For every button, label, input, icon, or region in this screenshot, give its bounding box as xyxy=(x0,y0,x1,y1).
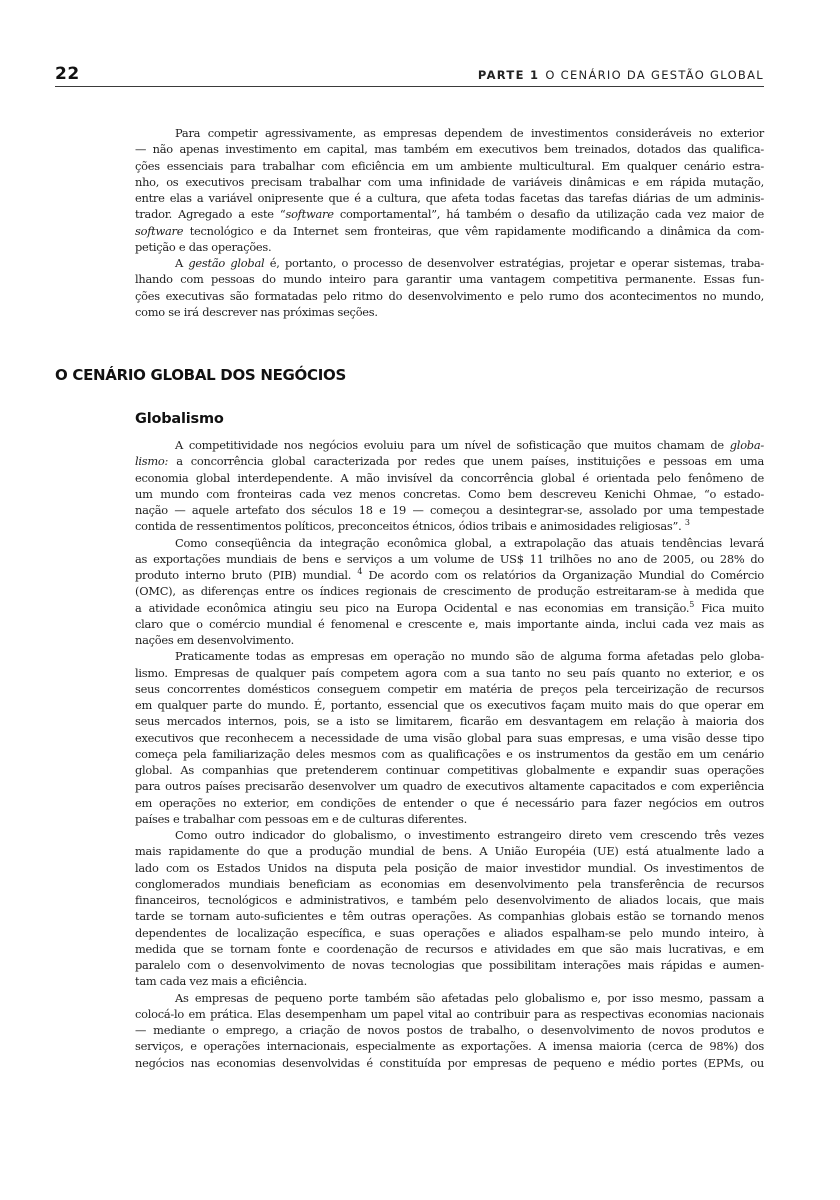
text-line: negócios nas economias desenvolvidas é constituída por empresas de pequeno e médio portes (EPMs, ou xyxy=(135,1055,764,1070)
text-line: Como conseqüência da integração econômica global, a extrapolação das atuais tendências levará xyxy=(175,535,764,550)
text-line: trador. Agregado a este “software comportamental”, há também o desafio da utilização cada vez maior de xyxy=(135,207,764,222)
text-line: as exportações mundiais de bens e serviços a um volume de US$ 11 trilhões no ano de 2005, ou 28% do xyxy=(135,551,764,566)
text-line: Praticamente todas as empresas em operação no mundo são de alguma forma afetadas pelo globa- xyxy=(175,649,764,664)
text-line: lhando com pessoas do mundo inteiro para garantir uma vantagem competitiva permanente. Essas fun- xyxy=(135,272,764,287)
paragraph xyxy=(135,255,764,320)
subsection-heading: Globalismo xyxy=(135,411,224,427)
text-line: seus concorrentes domésticos conseguem competir em matéria de preços pela terceirização de recursos xyxy=(135,681,764,696)
paragraph xyxy=(135,535,764,649)
section-heading: O CENÁRIO GLOBAL DOS NEGÓCIOS xyxy=(55,366,346,384)
text-line: produto interno bruto (PIB) mundial. $^4$ De acordo com os relatórios da Organização Mundial do Comércio xyxy=(135,567,764,582)
text-line: Para competir agressivamente, as empresas dependem de investimentos consideráveis no exterior xyxy=(175,126,764,140)
text-line: dependentes de localização específica, e suas operações e aliados espalham-se pelo mundo inteiro, à xyxy=(135,925,764,940)
text-line: contida de ressentimentos políticos, preconceitos étnicos, ódios tribais e animosidades religiosas”. $^3$ xyxy=(135,518,690,534)
italic-term: gestão global xyxy=(188,256,265,270)
footnote-marker[interactable]: 5 xyxy=(689,599,695,609)
text-line: ções executivas são formatadas pelo ritmo do desenvolvimento e pelo rumo dos acontecimentos no mundo, xyxy=(135,288,764,303)
intro-text xyxy=(135,125,764,320)
text-line: começa pela familiarização deles mesmos com as qualificações e os instrumentos da gestão em um cenário xyxy=(135,746,764,761)
text-line: seus mercados internos, pois, se a isto se limitarem, ficarão em desvantagem em relação à maioria dos xyxy=(135,714,764,729)
running-header xyxy=(55,64,764,87)
text-line: nho, os executivos precisam trabalhar com uma infinidade de variáveis dinâmicas e em rápida mutação, xyxy=(135,174,764,189)
italic-term: software xyxy=(135,223,184,238)
text-line: A gestão global é, portanto, o processo de desenvolver estratégias, projetar e operar sistemas, traba- xyxy=(175,256,764,270)
text-line: lismo: a concorrência global caracterizada por redes que unem países, instituições e pessoas em uma xyxy=(135,454,764,469)
text-line: lado com os Estados Unidos na disputa pela posição de maior investidor mundial. Os investimentos de xyxy=(135,860,764,875)
text-line: lismo. Empresas de qualquer país competem agora com a sua tanto no seu país quanto no exterior, e os xyxy=(135,665,764,680)
text-line: executivos que reconhecem a necessidade de uma visão global para suas empresas, e uma visão desse tipo xyxy=(135,730,764,745)
paragraph xyxy=(135,437,764,535)
paragraph xyxy=(135,827,764,990)
text-line: software tecnológico e da Internet sem fronteiras, que vêm rapidamente modificando a dinâmica da com- xyxy=(135,223,764,238)
text-line: um mundo com fronteiras cada vez menos concretas. Como bem descreveu Kenichi Ohmae, “o estado- xyxy=(135,486,764,501)
text-line: nação — aquele artefato dos séculos 18 e 19 — começou a desintegrar-se, assolado por uma tempestade xyxy=(135,503,764,517)
text-line: (OMC), as diferenças entre os índices regionais de crescimento de produção estreitaram-se à medida que xyxy=(135,584,764,599)
text-line: tam cada vez mais a eficiência. xyxy=(135,974,307,989)
text-line: As empresas de pequeno porte também são afetadas pelo globalismo e, por isso mesmo, passam a xyxy=(175,990,764,1005)
part-label: PARTE 1 xyxy=(477,68,540,82)
paragraph xyxy=(135,125,764,255)
text-line: global. As companhias que pretenderem continuar competitivas globalmente e expandir suas operações xyxy=(135,763,764,777)
text-line: em operações no exterior, em condições de entender o que é necessário para fazer negócios em outros xyxy=(135,795,764,810)
text-line: claro que o comércio mundial é fenomenal e crescente e, mais importante ainda, inclui cada vez mais as xyxy=(135,616,764,631)
italic-term: globa- xyxy=(729,438,764,452)
text-line: serviços, e operações internacionais, especialmente as exportações. A imensa maioria (cerca de 98%) dos xyxy=(135,1039,764,1054)
italic-term: software xyxy=(285,207,334,222)
text-line: economia global interdependente. A mão invisível da concorrência global é orientada pelo fenômeno de xyxy=(135,470,764,485)
text-line: em qualquer parte do mundo. É, portanto, essencial que os executivos façam muito mais do que operar em xyxy=(135,698,764,712)
paragraph xyxy=(135,648,764,827)
text-line: países e trabalhar com pessoas em e de culturas diferentes. xyxy=(135,811,467,826)
text-line: medida que se tornam fonte e coordenação de recursos e atividades em que são mais lucrativas, e em xyxy=(135,941,764,956)
text-line: A competitividade nos negócios evoluiu para um nível de sofisticação que muitos chamam de globa- xyxy=(175,438,764,452)
text-line: petição e das operações. xyxy=(135,239,272,254)
text-line: ções essenciais para trabalhar com eficiência em um ambiente multicultural. Em qualquer cenário estra- xyxy=(135,158,764,173)
text-line: — não apenas investimento em capital, mas também em executivos bem treinados, dotados das qualifica- xyxy=(135,142,764,157)
footnote-marker[interactable]: 4 xyxy=(357,567,363,577)
text-line: nações em desenvolvimento. xyxy=(135,633,294,647)
text-line: entre elas a variável onipresente que é a cultura, que afeta todas facetas das tarefas diárias de um adminis- xyxy=(135,191,764,205)
section-body-text xyxy=(135,437,764,1071)
part-title-text: O CENÁRIO DA GESTÃO GLOBAL xyxy=(545,68,764,82)
page-number: 22 xyxy=(55,64,80,84)
italic-term: lismo: xyxy=(135,454,169,469)
text-line: — mediante o emprego, a criação de novos postos de trabalho, o desenvolvimento de novos produtos e xyxy=(135,1023,764,1037)
text-line: colocá-lo em prática. Elas desempenham um papel vital ao contribuir para as respectivas economias nacionais xyxy=(135,1006,764,1021)
text-line: como se irá descrever nas próximas seções. xyxy=(135,304,378,319)
text-line: paralelo com o desenvolvimento de novas tecnologias que possibilitam interações mais rápidas e aumen- xyxy=(135,958,764,972)
text-line: financeiros, tecnológicos e administrativos, e também pelo desenvolvimento de aliados locais, que mais xyxy=(135,893,764,907)
text-line: conglomerados mundiais beneficiam as economias em desenvolvimento pela transferência de recursos xyxy=(135,876,764,891)
text-line: para outros países precisarão desenvolver um quadro de executivos altamente capacitados e com experiência xyxy=(135,779,764,794)
paragraph xyxy=(135,990,764,1071)
part-title xyxy=(478,68,764,82)
text-line: Como outro indicador do globalismo, o investimento estrangeiro direto vem crescendo três vezes xyxy=(175,828,764,842)
text-line: a atividade econômica atingiu seu pico na Europa Ocidental e nas economias em transição.$^5$ Fica muito xyxy=(135,599,764,615)
text-line: mais rapidamente do que a produção mundial de bens. A União Européia (UE) está atualmente lado a xyxy=(135,844,764,859)
text-line: tarde se tornam auto-suficientes e têm outras operações. As companhias globais estão se tornando menos xyxy=(135,909,764,924)
footnote-marker[interactable]: 3 xyxy=(684,518,690,528)
